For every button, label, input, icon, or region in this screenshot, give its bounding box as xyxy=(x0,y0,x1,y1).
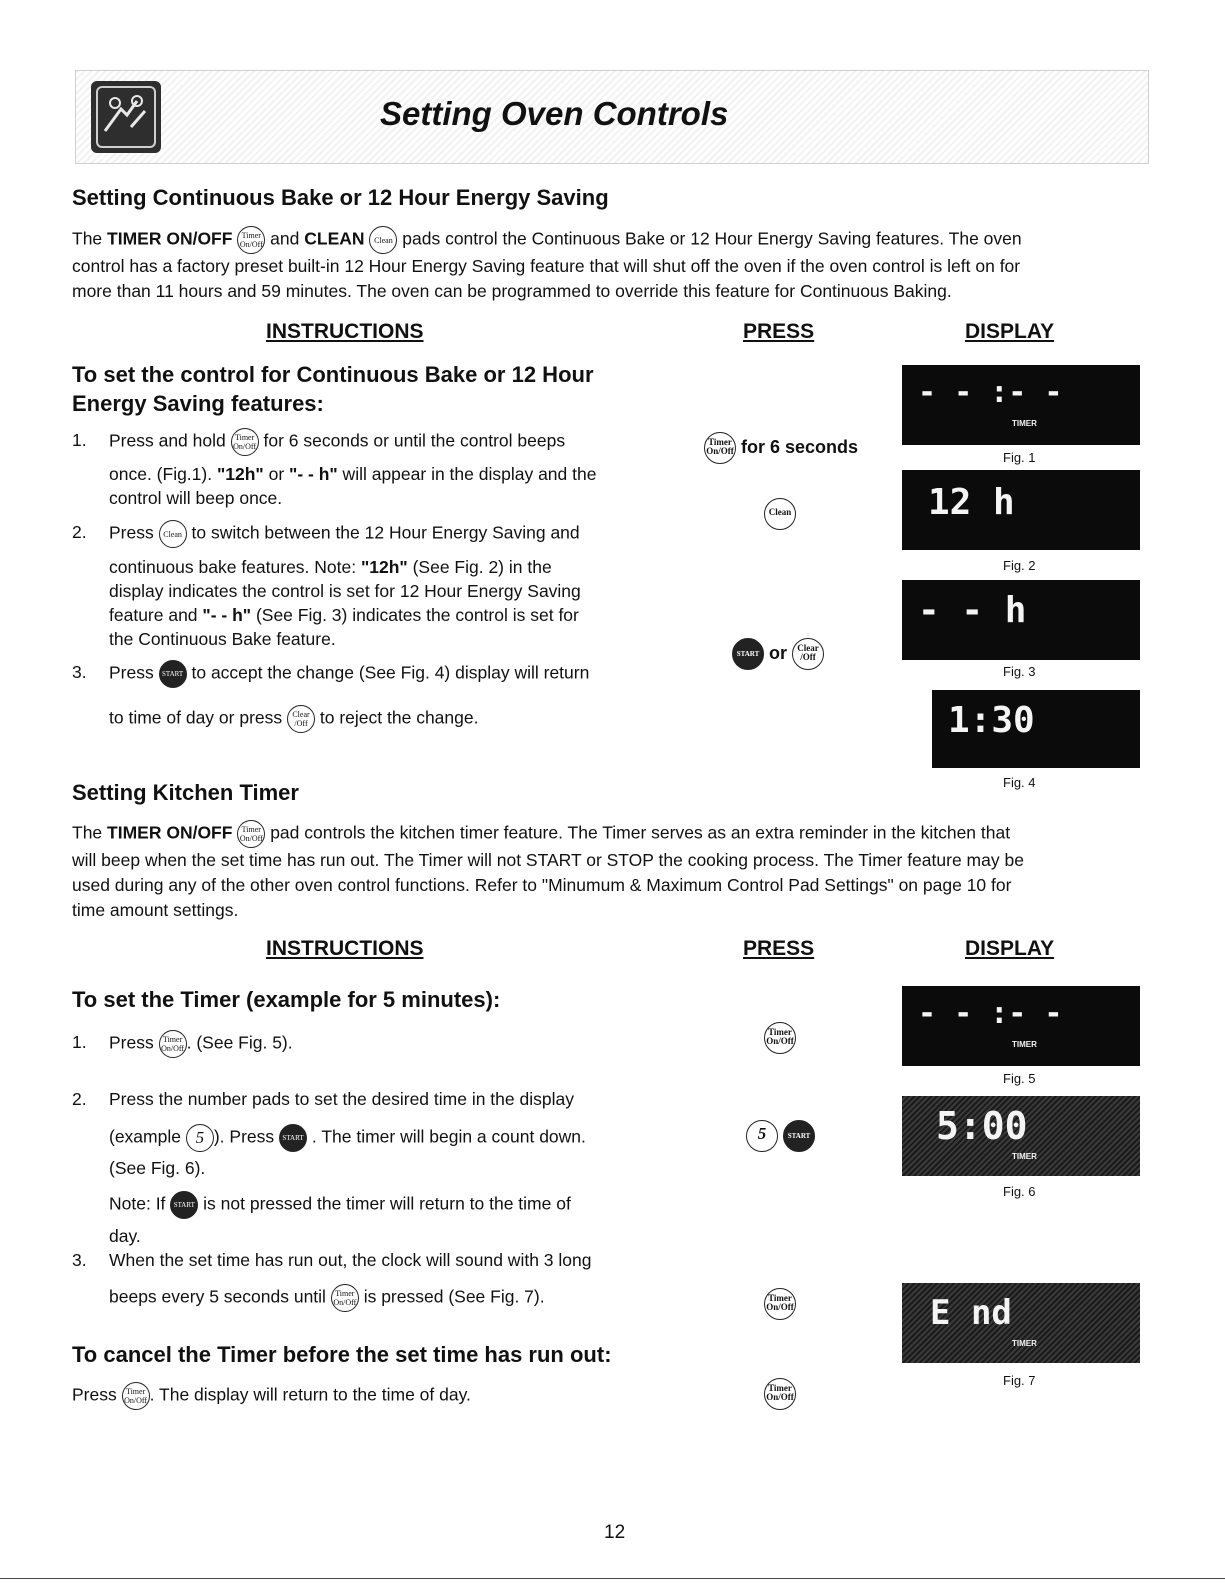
hand-pressing-button-icon xyxy=(91,81,161,153)
start-pad-icon: START xyxy=(732,638,764,670)
section1-intro: The TIMER ON/OFF Timer On/Off and CLEAN Clean pads control the Continuous Bake or 12 Hour Energy Saving features. The oven control has a factory preset built-in 12 Hour Energy Saving feature that will shut off the oven if the oven control is left on for more than 11 hours and 59 minutes. The oven can be programmed to override this feature for Continuous Baking. xyxy=(72,226,1147,304)
start-pad-icon: START xyxy=(159,660,187,688)
press-clean xyxy=(764,498,796,530)
display-fig-4: 1:30 xyxy=(932,690,1140,768)
start-pad-icon: START xyxy=(170,1191,198,1219)
column-header-instructions: INSTRUCTIONS xyxy=(266,937,424,960)
clean-label: CLEAN xyxy=(304,228,365,249)
timer-step-2: 2. Press the number pads to set the desired time in the display (example 5 ). Press START . The timer will begin a count down. (See Fig. 6). Note: If START is not pressed the timer will return to the time of day. xyxy=(72,1089,586,1246)
clean-pad-icon: Clean xyxy=(369,226,397,254)
display-fig-1: - - :- - TIMER xyxy=(902,365,1140,445)
start-pad-icon: START xyxy=(279,1124,307,1152)
timer-onoff-pad-icon: Timer On/Off xyxy=(237,820,265,848)
number-5-pad-icon: 5 xyxy=(746,1120,778,1152)
page-title: Setting Oven Controls xyxy=(380,95,729,132)
step-3: 3. Press START to accept the change (See Fig. 4) display will return to time of day or press Clear /Off to reject the change. xyxy=(72,660,692,730)
timer-onoff-pad-icon: Timer On/Off xyxy=(764,1378,796,1410)
fig-6-caption: Fig. 6 xyxy=(1003,1184,1036,1199)
timer-onoff-pad-icon: Timer On/Off xyxy=(159,1030,187,1058)
section-heading-continuous-bake: Setting Continuous Bake or 12 Hour Energy Saving xyxy=(72,185,609,210)
fig-2-caption: Fig. 2 xyxy=(1003,558,1036,573)
display-fig-3: - - h xyxy=(902,580,1140,660)
timer-step-3: 3. When the set time has run out, the clock will sound with 3 long beeps every 5 seconds until Timer On/Off is pressed (See Fig. 7). xyxy=(72,1248,712,1318)
timer-onoff-pad-icon: Timer On/Off xyxy=(122,1382,150,1410)
press-start-or-clear: START or Clear /Off xyxy=(732,638,824,670)
column-header-display: DISPLAY xyxy=(965,937,1055,960)
subheading-set-timer: To set the Timer (example for 5 minutes): xyxy=(72,987,501,1012)
section2-intro: The TIMER ON/OFF Timer On/Off pad controls the kitchen timer feature. The Timer serves as an extra reminder in the kitchen that will beep when the set time has run out. The Timer will not START or STOP the cooking process. The Timer feature may be used during any of the other oven control functions. Refer to "Minumum & Maximum Control Pad Settings" on page 10 for time amount settings. xyxy=(72,820,1147,923)
start-pad-icon: START xyxy=(783,1120,815,1152)
timer-onoff-pad-icon: Timer On/Off xyxy=(237,226,265,254)
fig-1-caption: Fig. 1 xyxy=(1003,450,1036,465)
timer-onoff-pad-icon: Timer On/Off xyxy=(764,1288,796,1320)
subheading-continuous-bake: To set the control for Continuous Bake or 12 Hour Energy Saving features: xyxy=(72,362,594,416)
number-5-pad-icon: 5 xyxy=(186,1124,214,1152)
timer-onoff-pad-icon: Timer On/Off xyxy=(231,428,259,456)
column-header-instructions: INSTRUCTIONS xyxy=(266,320,424,343)
press-5-start xyxy=(746,1120,815,1152)
column-header-display: DISPLAY xyxy=(965,320,1055,343)
cancel-instruction: Press Timer On/Off . The display will return to the time of day. xyxy=(72,1382,712,1412)
section-heading-kitchen-timer: Setting Kitchen Timer xyxy=(72,780,299,805)
clear-off-pad-icon: Clear /Off xyxy=(792,638,824,670)
subheading-cancel-timer: To cancel the Timer before the set time has run out: xyxy=(72,1342,612,1367)
fig-5-caption: Fig. 5 xyxy=(1003,1071,1036,1086)
clean-pad-icon: Clean xyxy=(159,520,187,548)
timer-onoff-pad-icon: Timer On/Off xyxy=(704,432,736,464)
timer-onoff-pad-icon: Timer On/Off xyxy=(764,1022,796,1054)
display-fig-7: E nd TIMER xyxy=(902,1283,1140,1363)
column-header-press: PRESS xyxy=(743,320,815,343)
step-2: 2. Press Clean to switch between the 12 Hour Energy Saving and continuous bake features. Note: "12h" (See Fig. 2) in the display indicates the control is set for 12 Hour Energy Saving feature and "- - h" (See Fig. 3) indicates the control is set for the Continuous Bake feature. xyxy=(72,522,581,649)
timer-onoff-label: TIMER ON/OFF xyxy=(107,822,233,843)
display-fig-2: 12 h xyxy=(902,470,1140,550)
timer-onoff-pad-icon: Timer On/Off xyxy=(331,1284,359,1312)
press-timer-6-seconds: Timer On/Off for 6 seconds xyxy=(704,432,858,464)
fig-7-caption: Fig. 7 xyxy=(1003,1373,1036,1388)
page-number: 12 xyxy=(604,1522,626,1543)
press-timer xyxy=(764,1378,796,1410)
page-bottom-rule xyxy=(0,1578,1225,1579)
step-1: 1. Press and hold Timer On/Off for 6 seconds or until the control beeps once. (Fig.1). "12h" or "- - h" will appear in the display and the control will beep once. xyxy=(72,430,597,508)
timer-onoff-label: TIMER ON/OFF xyxy=(107,228,233,249)
intro-text: The xyxy=(72,228,108,249)
timer-step-1: 1. Press Timer On/Off . (See Fig. 5). xyxy=(72,1030,692,1062)
display-fig-6: 5:00 TIMER xyxy=(902,1096,1140,1176)
column-header-press: PRESS xyxy=(743,937,815,960)
display-fig-5: - - :- - TIMER xyxy=(902,986,1140,1066)
press-timer xyxy=(764,1022,796,1054)
clear-off-pad-icon: Clear /Off xyxy=(287,705,315,733)
fig-4-caption: Fig. 4 xyxy=(1003,775,1036,790)
press-timer xyxy=(764,1288,796,1320)
fig-3-caption: Fig. 3 xyxy=(1003,664,1036,679)
clean-pad-icon: Clean xyxy=(764,498,796,530)
